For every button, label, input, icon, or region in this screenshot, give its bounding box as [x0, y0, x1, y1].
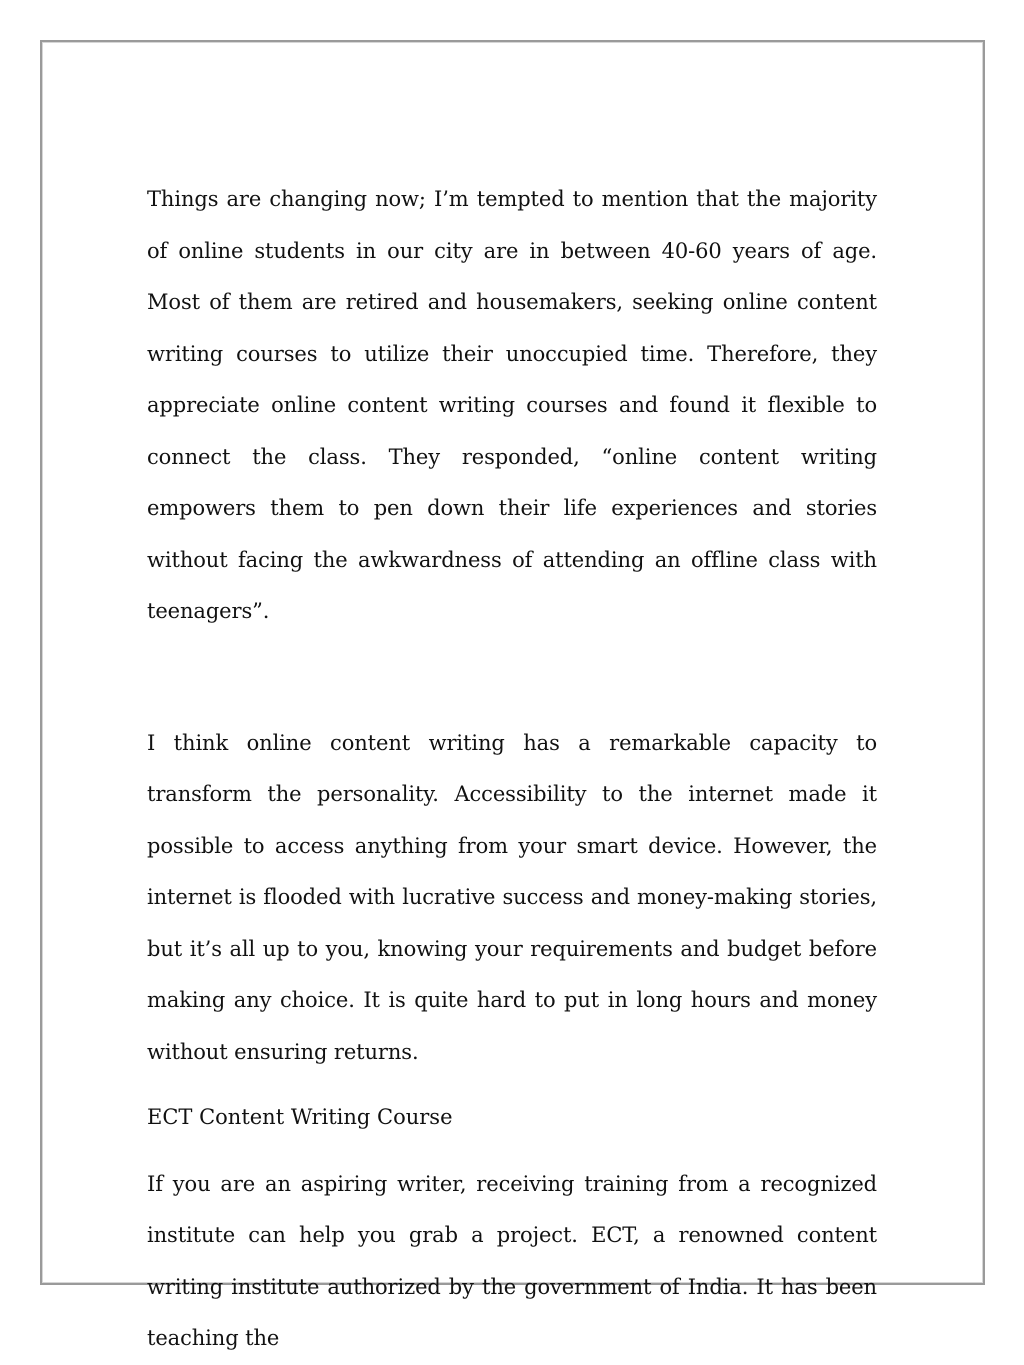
paragraph-transform-personality: I think online content writing has a remarkable capacity to transform the personality. Accessibility to the internet made it possible to access anything from your smart device. However, the internet is flooded with lucrative success and money-making stories, but it’s all up to you, knowing your requirements and budget before making any choice. It is quite hard to put in long hours and money without ensuring returns. — [147, 730, 877, 1064]
document-body — [147, 174, 877, 1365]
paragraph-online-students: Things are changing now; I’m tempted to mention that the majority of online students in our city are in between 40-60 years of age. Most of them are retired and housemakers, seeking online content writing courses to utilize their unoccupied time. Therefore, they appreciate online content writing courses and found it flexible to connect the class. They responded, “online content writing empowers them to pen down their life experiences and stories without facing the awkwardness of attending an offline class with teenagers”. — [147, 187, 877, 623]
paragraph-aspiring-writer: If you are an aspiring writer, receiving training from a recognized institute can help you grab a project. ECT, a renowned content writing institute authorized by the government of India. It has been teaching the — [147, 1171, 877, 1350]
section-heading: ECT Content Writing Course — [147, 1105, 453, 1129]
